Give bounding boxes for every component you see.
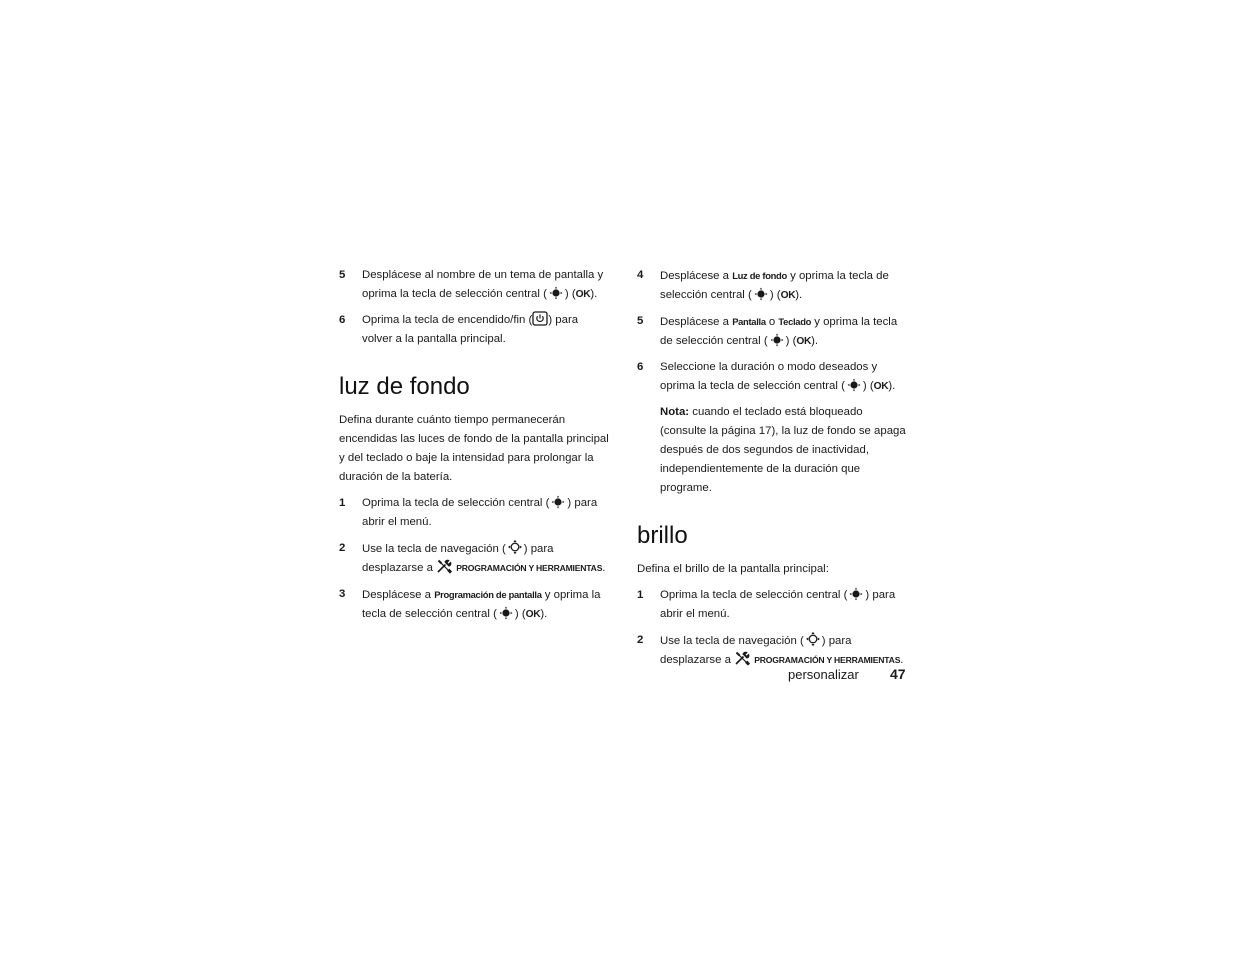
step-6: 6 Oprima la tecla de encendido/fin ( ) para volver a la pantalla principal. [339,311,611,349]
section-title-brillo: brillo [637,522,688,549]
menu-item: Pantalla [732,316,766,327]
step-1: 1 Oprima la tecla de selección central ( ) para abrir el menú. [339,494,611,532]
step-1: 1 Oprima la tecla de selección central ( ) para abrir el menú. [637,586,909,624]
center-select-icon [847,587,865,601]
center-select-icon [752,287,770,301]
center-select-icon [497,606,515,620]
section-intro: Defina el brillo de la pantalla principal: [637,563,829,575]
step-number: 1 [339,497,346,509]
note-label: Nota: [660,406,690,418]
menu-name: PROGRAMACIÓN Y HERRAMIENTAS [754,655,901,665]
left-column [339,266,611,631]
step-4: 4 Desplácese a Luz de fondo y oprima la tecla de selección central ( ) (OK). [637,266,909,305]
center-select-icon [768,333,786,347]
center-select-icon [547,286,565,300]
section-title-luz-de-fondo: luz de fondo [339,373,470,400]
step-number: 2 [339,542,346,554]
menu-name: PROGRAMACIÓN Y HERRAMIENTAS [456,563,603,573]
settings-tools-icon [734,651,751,666]
menu-item: Teclado [778,316,812,327]
menu-item: Luz de fondo [732,270,787,281]
step-number: 6 [339,314,346,326]
step-2: 2 Use la tecla de navegación ( ) para desplazarse a PROGRAMACIÓN Y HERRAMIENTAS. [339,539,611,578]
menu-item: Programación de pantalla [434,589,542,600]
step-5: 5 Desplácese al nombre de un tema de pantalla y oprima la tecla de selección central ( ) (OK). [339,266,611,304]
step-number: 6 [637,361,644,373]
navigation-key-icon [506,539,524,555]
power-end-key-icon [532,311,548,326]
step-number: 5 [637,315,644,327]
center-select-icon [549,495,567,509]
step-6: 6 Seleccione la duración o modo deseados y oprima la tecla de selección central ( ) (OK). [637,358,909,396]
right-column [637,266,909,677]
settings-tools-icon [436,559,453,574]
step-number: 4 [637,269,644,281]
page-number: 47 [890,666,906,682]
step-5: 5 Desplácese a Pantalla o Teclado y oprima la tecla de selección central ( ) (OK). [637,312,909,351]
step-number: 5 [339,269,346,281]
page-footer [788,665,906,684]
section-intro: Defina durante cuánto tiempo permanecerán encendidas las luces de fondo de la pantalla principal y del teclado o baje la intensidad para prolongar la duración de la batería. [339,414,609,483]
step-number: 1 [637,589,644,601]
step-number: 2 [637,634,644,646]
step-number: 3 [339,588,346,600]
center-select-icon [845,378,863,392]
footer-section: personalizar [788,667,859,682]
navigation-key-icon [804,631,822,647]
step-2: 2 Use la tecla de navegación ( ) para desplazarse a PROGRAMACIÓN Y HERRAMIENTAS. [637,631,909,670]
step-3: 3 Desplácese a Programación de pantalla y oprima la tecla de selección central ( ) (OK). [339,585,611,624]
note: Nota: cuando el teclado está bloqueado (consulte la página 17), la luz de fondo se apaga después de dos segundos de inactividad, independientemente de la duración que programe. [660,406,906,494]
